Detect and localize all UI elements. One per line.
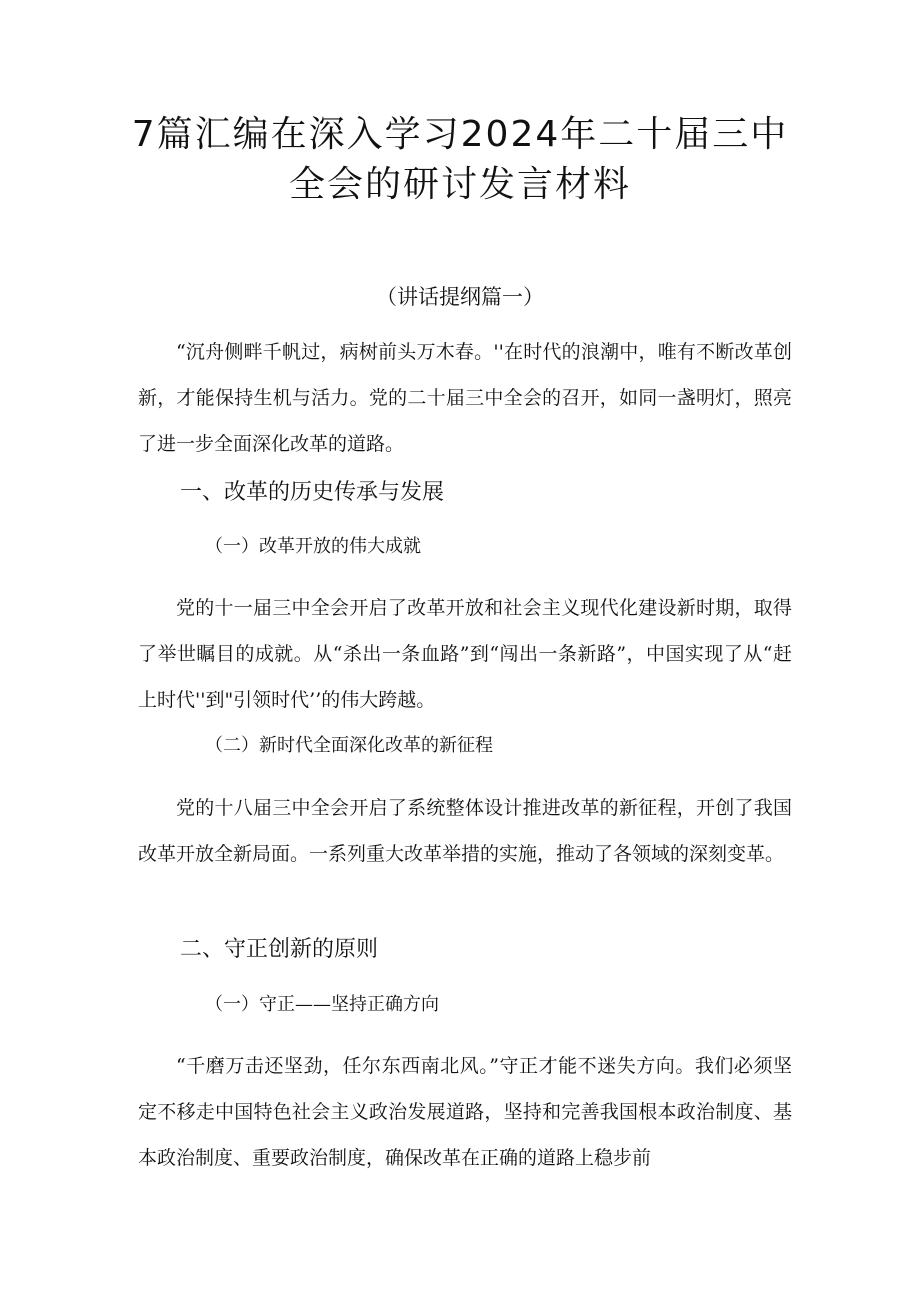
section-1-2-heading: （二）新时代全面深化改革的新征程: [205, 735, 493, 756]
section-1-1-heading: （一）改革开放的伟大成就: [205, 536, 421, 557]
section-1-2-paragraph: 党的十八届三中全会开启了系统整体设计推进改革的新征程，开创了我国改革开放全新局面。一系列重大改革举措的实施，推动了各领域的深刻变革。: [138, 797, 792, 865]
section-2-1-heading: （一）守正——坚持正确方向: [205, 994, 439, 1015]
section-2-heading: 二、守正创新的原则: [180, 937, 379, 962]
intro-paragraph: “沉舟侧畔千帆过，病树前头万木春。''在时代的浪潮中，唯有不断改革创新，才能保持生机与活力。党的二十届三中全会的召开，如同一盏明灯，照亮了进一步全面深化改革的道路。: [138, 341, 792, 455]
document-subtitle: （讲话提纲篇一）: [376, 285, 544, 309]
section-1-1-paragraph: 党的十一届三中全会开启了改革开放和社会主义现代化建设新时期，取得了举世瞩目的成就。从“杀出一条血路”到“闯出一条新路”，中国实现了从“赶上时代''到"引领时代’’的伟大跨越。: [138, 597, 792, 711]
section-1-heading: 一、改革的历史传承与发展: [180, 480, 445, 505]
section-2-1-paragraph: “千磨万击还坚劲，任尔东西南北风。”守正才能不迷失方向。我们必须坚定不移走中国特色社会主义政治发展道路，坚持和完善我国根本政治制度、基本政治制度、重要政治制度，确保改革在正确的道路上稳步前: [138, 1055, 792, 1169]
document-title: 7篇汇编在深入学习2024年二十届三中全会的研讨发言材料: [131, 114, 789, 205]
